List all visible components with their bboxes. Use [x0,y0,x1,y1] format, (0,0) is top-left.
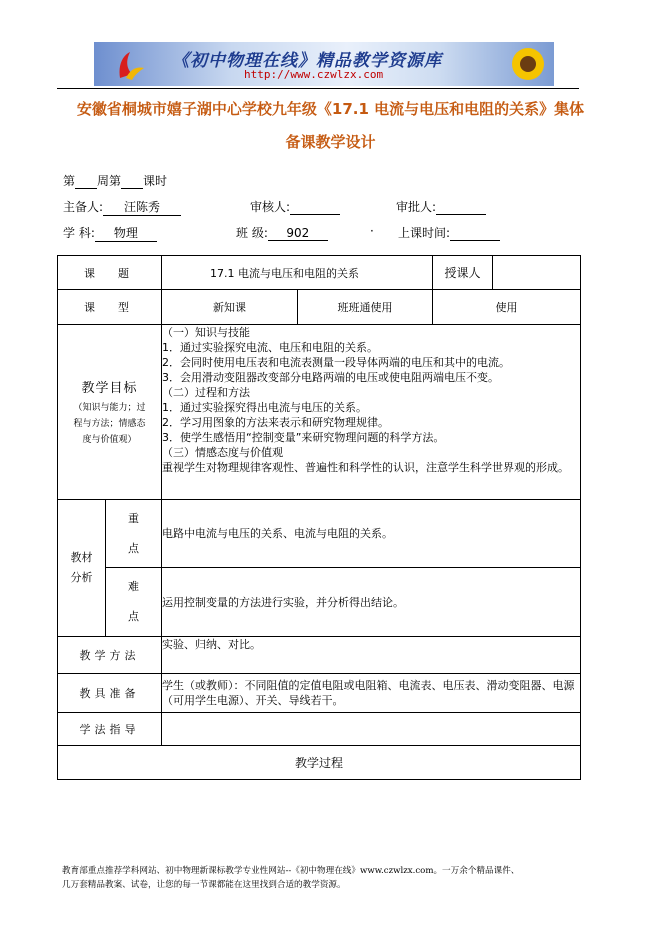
approver-field [396,198,486,215]
class-use-label: 班班通使用 [298,290,433,325]
sunflower-icon [508,44,548,84]
teacher-label: 授课人 [433,256,493,290]
subject-field [63,224,157,242]
type-row [58,290,581,325]
lesson-plan-table [57,255,581,780]
approver-blank [436,200,486,215]
header-divider [57,88,579,89]
approver-label: 审批人: [396,200,437,214]
footer-note [62,864,602,892]
topic-label: 课 题 [58,256,162,290]
key-point-label-2: 点 [128,541,139,555]
topic-value: 17.1 电流与电压和电阻的关系 [162,256,433,290]
document-title-line-2: 备课教学设计 [285,133,376,151]
banner-title: 《初中物理在线》精品教学资源库 [172,51,442,71]
reviewer-blank [290,200,340,215]
goal-line: 重视学生对物理规律客观性、普遍性和科学性的认识，注意学生科学世界观的形成。 [162,461,569,474]
reviewer-label: 审核人: [250,200,291,214]
goal-line: 1．通过实验探究得出电流与电压的关系。 [162,401,367,414]
tools-label: 教具准备 [58,674,162,713]
difficulty-value: 运用控制变量的方法进行实验，并分析得出结论。 [162,568,581,637]
week-blank [75,174,97,189]
analysis-label-1: 教材 [70,551,93,564]
goal-line: 3．会用滑动变阻器改变部分电路两端的电压或使电阻两端电压不变。 [162,371,499,384]
banner-url[interactable]: http://www.czwlzx.com [244,68,384,81]
goals-sub-2: 程与方法；情感态 [73,418,146,429]
footer-line-2: 几万套精品教案、试卷，让您的每一节课都能在这里找到合适的教学资源。 [62,880,346,890]
type-value: 新知课 [162,290,298,325]
study-row [58,713,581,746]
subject-value: 物理 [95,224,157,242]
time-field [398,224,500,241]
key-point-value: 电路中电流与电压的关系、电流与电阻的关系。 [162,500,581,568]
study-value [162,713,581,746]
method-value: 实验、归纳、对比。 [162,637,581,674]
goals-label: 教学目标 [81,380,138,396]
class-label: 班 级: [236,226,268,240]
time-label: 上课时间: [398,226,451,240]
header-banner [94,42,554,86]
goals-label-cell [58,325,162,500]
preparer-label: 主备人: [63,200,104,214]
tools-row [58,674,581,713]
type-label: 课 型 [58,290,162,325]
difficulty-label [106,568,162,637]
goal-line: 2．学习用图象的方法来表示和研究物理规律。 [162,416,389,429]
goal-line: （一）知识与技能 [162,326,250,339]
analysis-label [58,500,106,637]
method-row [58,637,581,674]
process-label: 教学过程 [58,746,581,780]
goals-sub-3: 度与价值观） [82,434,137,445]
time-blank [450,226,500,241]
process-row [58,746,581,780]
week-mid: 周第 [97,174,122,188]
reviewer-field [250,198,340,215]
dot-mark: · [370,224,374,238]
key-point-row [58,500,581,568]
footer-line-1: 教育部重点推荐学科网站、初中物理新课标教学专业性网站--《初中物理在线》www.czwlzx.com。一万余个精品课件、 [62,866,520,876]
method-label: 教学方法 [58,637,162,674]
week-prefix: 第 [63,174,76,188]
goal-line: （三）情感态度与价值观 [162,446,283,459]
key-point-label [106,500,162,568]
analysis-label-2: 分析 [70,571,93,584]
teacher-value [493,256,581,290]
class-value: 902 [268,226,328,241]
difficulty-label-1: 难 [128,580,139,593]
class-use-value: 使用 [433,290,581,325]
week-suffix: 课时 [143,174,168,188]
goals-content [162,325,581,500]
goal-line: 2．会同时使用电压表和电流表测量一段导体两端的电压和其中的电流。 [162,356,510,369]
preparer-value: 汪陈秀 [103,198,181,216]
topic-row [58,256,581,290]
tools-value: 学生（或教师）：不同阻值的定值电阻或电阻箱、电流表、电压表、滑动变阻器、电源（可用学生电源）、开关、导线若干。 [162,674,581,713]
goals-row [58,325,581,500]
class-field [236,224,328,241]
subject-label: 学 科: [63,226,95,240]
week-lesson-line [63,172,167,189]
goal-line: 3．使学生感悟用“控制变量”来研究物理问题的科学方法。 [162,431,445,444]
difficulty-row [58,568,581,637]
lesson-blank [121,174,143,189]
preparer-field [63,198,181,216]
document-title-line-1: 安徽省桐城市嬉子湖中心学校九年级《17.1 电流与电压和电阻的关系》集体 [76,100,585,118]
key-point-label-1: 重 [128,511,139,525]
study-label: 学法指导 [58,713,162,746]
site-logo [112,48,146,82]
difficulty-label-2: 点 [128,610,139,623]
goal-line: 1．通过实验探究电流、电压和电阻的关系。 [162,341,378,354]
goal-line: （二）过程和方法 [162,386,250,399]
goals-sub-1: （知识与能力；过 [73,402,146,413]
